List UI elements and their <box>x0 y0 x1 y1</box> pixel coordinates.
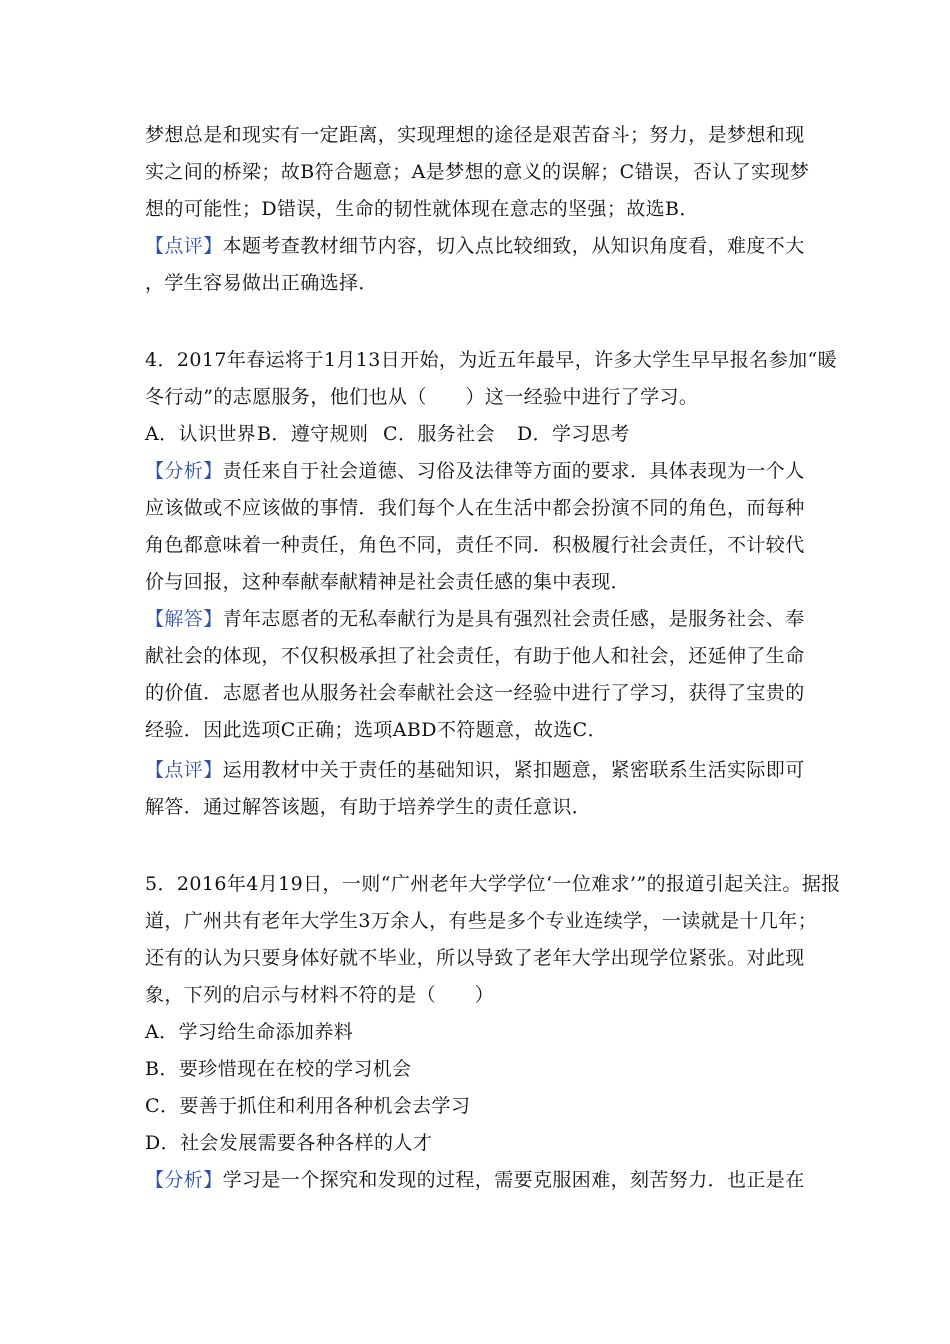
question-line: 5．2016年4月19日，一则“广州老年大学学位‘一位难求’”的报道引起关注。据报 <box>145 873 841 895</box>
text-line: 经验．因此选项C正确；选项ABD不符题意，故选C． <box>145 719 607 741</box>
comment-text: 运用教材中关于责任的基础知识，紧扣题意，紧密联系生活实际即可 <box>222 759 805 781</box>
text-line <box>145 459 805 483</box>
option-d: D．学习思考 <box>517 423 630 445</box>
text-line <box>145 758 805 782</box>
text-line <box>145 234 805 258</box>
option-c: C．服务社会 <box>383 423 495 445</box>
question-line: 象，下列的启示与材料不符的是（ ） <box>145 984 495 1006</box>
text-line: 想的可能性；D错误，生命的韧性就体现在意志的坚强；故选B． <box>145 198 699 220</box>
analysis-tag: 【分析】 <box>145 1169 223 1191</box>
question-line: 道，广州共有老年大学生3万余人，有些是多个专业连续学，一读就是十几年； <box>145 910 818 932</box>
text-line: ，学生容易做出正确选择． <box>145 272 378 294</box>
text-line: 价与回报，这种奉献奉献精神是社会责任感的集中表现． <box>145 571 631 593</box>
analysis-tag: 【分析】 <box>145 460 223 482</box>
text-line: 角色都意味着一种责任，角色不同，责任不同．积极履行社会责任，不计较代 <box>145 534 805 556</box>
text-line: 梦想总是和现实有一定距离，实现理想的途径是艰苦奋斗；努力，是梦想和现 <box>145 124 805 146</box>
option-b: B．遵守规则 <box>257 423 369 445</box>
text-line: 的价值．志愿者也从服务社会奉献社会这一经验中进行了学习，获得了宝贵的 <box>145 682 805 704</box>
option-b: B．要珍惜现在在校的学习机会 <box>145 1058 412 1080</box>
comment-tag: 【点评】 <box>145 235 223 257</box>
question-line: 4．2017年春运将于1月13日开始，为近五年最早，许多大学生早早报名参加“暖 <box>145 349 838 371</box>
analysis-text: 责任来自于社会道德、习俗及法律等方面的要求．具体表现为一个人 <box>222 460 805 482</box>
option-d: D．社会发展需要各种各样的人才 <box>145 1132 433 1154</box>
text-line: 实之间的桥梁；故B符合题意；A是梦想的意义的误解；C错误，否认了实现梦 <box>145 161 810 183</box>
text-line: 应该做或不应该做的事情．我们每个人在生活中都会扮演不同的角色，而每种 <box>145 497 805 519</box>
answer-tag: 【解答】 <box>145 608 223 630</box>
option-a: A．学习给生命添加养料 <box>145 1021 354 1043</box>
analysis-text: 学习是一个探究和发现的过程，需要克服困难，刻苦努力．也正是在 <box>222 1169 805 1191</box>
option-c: C．要善于抓住和利用各种机会去学习 <box>145 1095 471 1117</box>
question-line: 还有的认为只要身体好就不毕业，所以导致了老年大学出现学位紧张。对此现 <box>145 947 805 969</box>
comment-tag: 【点评】 <box>145 759 223 781</box>
text-line <box>145 1168 805 1192</box>
text-line <box>145 607 805 631</box>
text-line: 献社会的体现，不仅积极承担了社会责任，有助于他人和社会，还延伸了生命 <box>145 645 805 667</box>
option-a: A．认识世界 <box>145 423 257 445</box>
answer-text: 青年志愿者的无私奉献行为是具有强烈社会责任感，是服务社会、奉 <box>222 608 805 630</box>
text-line: 解答．通过解答该题，有助于培养学生的责任意识． <box>145 796 592 818</box>
comment-text: 本题考查教材细节内容，切入点比较细致，从知识角度看，难度不大 <box>222 235 805 257</box>
question-line: 冬行动”的志愿服务，他们也从（ ）这一经验中进行了学习。 <box>145 386 699 408</box>
options-line <box>145 422 630 446</box>
